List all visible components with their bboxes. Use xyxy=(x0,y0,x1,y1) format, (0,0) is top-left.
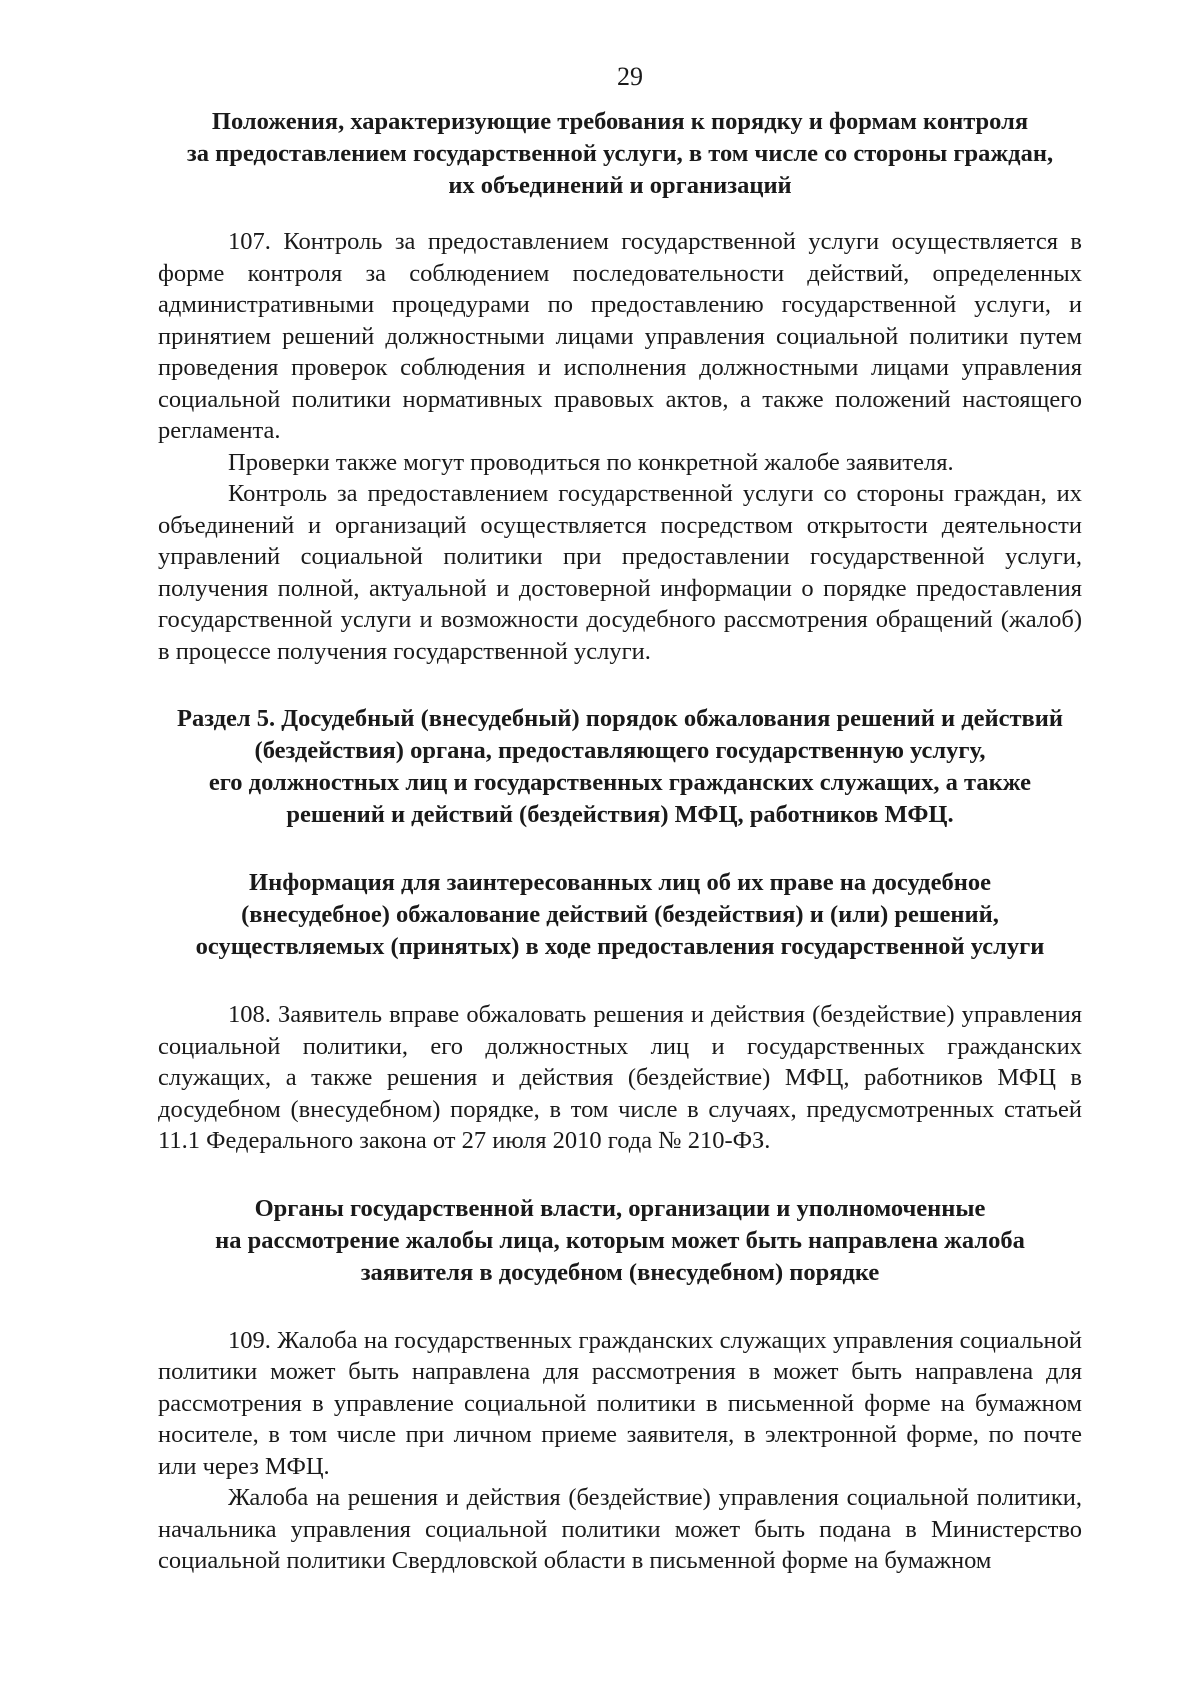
heading-line: Раздел 5. Досудебный (внесудебный) порядок обжалования решений и действий xyxy=(177,705,1063,732)
appeal-rights-heading xyxy=(158,867,1082,963)
heading-line: осуществляемых (принятых) в ходе предоставления государственной услуги xyxy=(195,933,1045,960)
complaint-authorities-heading xyxy=(158,1193,1082,1289)
heading-line: на рассмотрение жалобы лица, которым может быть направлена жалоба xyxy=(215,1226,1025,1254)
paragraph-107-checks: Проверки также могут проводиться по конкретной жалобе заявителя. xyxy=(228,448,954,476)
heading-line: их объединений и организаций xyxy=(448,172,792,199)
heading-line: Органы государственной власти, организации и уполномоченные xyxy=(254,1194,986,1222)
paragraph-107-citizens: Контроль за предоставлением государственной услуги со стороны граждан, их объединений и организаций осуществляется посредством открытости деятельности управлений социальной политики при предоставлении государственной услуги, получения полной, актуальной и достоверной информации о порядке предоставления государственной услуги и возможности досудебного рассмотрения обращений (жалоб) в процессе получения государственной услуги. xyxy=(158,480,1082,665)
heading-line: Положения, характеризующие требования к порядку и формам контроля xyxy=(211,108,1029,135)
heading-line: заявителя в досудебном (внесудебном) порядке xyxy=(360,1258,880,1286)
paragraph-107: 107. Контроль за предоставлением государственной услуги осуществляется в форме контроля за соблюдением последовательности действий, определенных административными процедурами по предоставлению государственной услуги, и принятием решений должностными лицами управления социальной политики путем проведения проверок соблюдения и исполнения должностными лицами управления социальной политики нормативных правовых актов, а также положений настоящего регламента. xyxy=(158,228,1082,444)
heading-line: (внесудебное) обжалование действий (бездействия) и (или) решений, xyxy=(241,901,999,928)
heading-line: решений и действий (бездействия) МФЦ, работников МФЦ. xyxy=(286,801,954,828)
control-requirements-heading xyxy=(158,106,1082,202)
heading-line: за предоставлением государственной услуги, в том числе со стороны граждан, xyxy=(186,140,1054,167)
heading-line: (бездействия) органа, предоставляющего государственную услугу, xyxy=(254,737,986,764)
heading-line: его должностных лиц и государственных гражданских служащих, а также xyxy=(208,769,1032,796)
page-number: 29 xyxy=(617,62,643,91)
heading-line: Информация для заинтересованных лиц об их праве на досудебное xyxy=(249,869,991,896)
paragraph-108: 108. Заявитель вправе обжаловать решения и действия (бездействие) управления социальной политики, его должностных лиц и государственных гражданских служащих, а также решения и действия (бездействие) МФЦ, работников МФЦ в досудебном (внесудебном) порядке, в том числе в случаях, предусмотренных статьей 11.1 Федерального закона от 27 июля 2010 года № 210-ФЗ. xyxy=(158,1001,1082,1154)
section-5-heading xyxy=(158,703,1082,831)
paragraph-109: 109. Жалоба на государственных гражданских служащих управления социальной политики может быть направлена для рассмотрения в может быть направлена для рассмотрения в управление социальной политики в письменной форме на бумажном носителе, в том числе при личном приеме заявителя, в электронной форме, по почте или через МФЦ. xyxy=(158,1326,1082,1480)
paragraph-109-ministry: Жалоба на решения и действия (бездействие) управления социальной политики, начальника управления социальной политики может быть подана в Министерство социальной политики Свердловской области в письменной форме на бумажном xyxy=(158,1484,1082,1574)
